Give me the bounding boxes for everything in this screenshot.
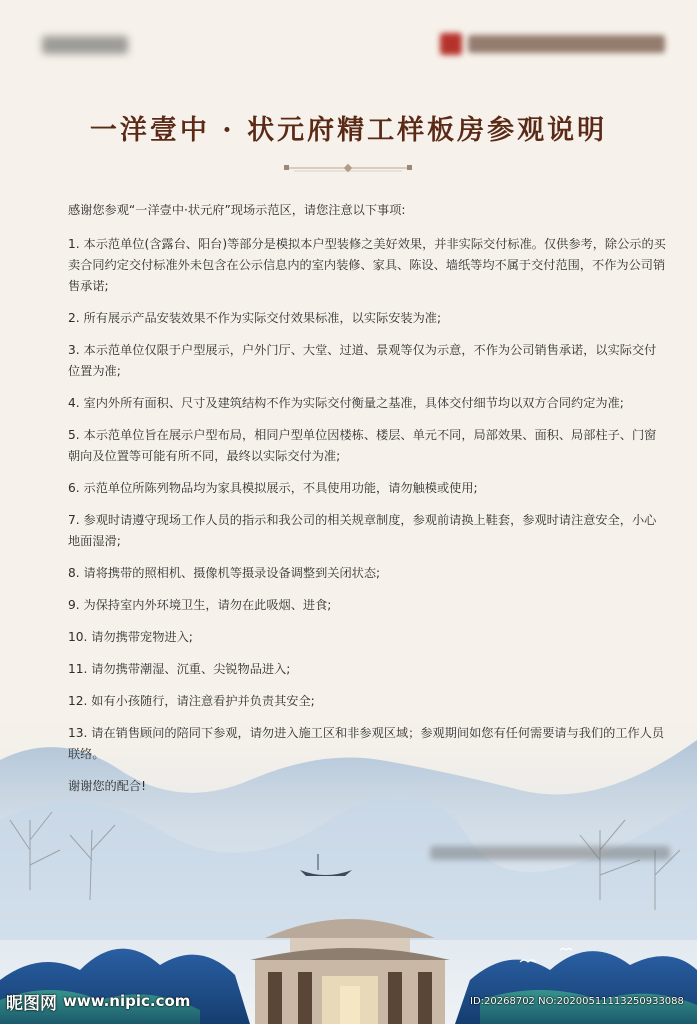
watermark-site-name: 昵图网	[6, 993, 57, 1014]
notice-item: 9. 为保持室内外环境卫生，请勿在此吸烟、进食;	[68, 598, 332, 612]
notice-item: 3. 本示范单位仅限于户型展示，户外门厅、大堂、过道、景观等仅为示意，不作为公司销售承诺，以实际交付位置为准;	[68, 343, 657, 378]
notice-item: 12. 如有小孩随行，请注意看护并负责其安全;	[68, 694, 315, 708]
notice-body	[68, 200, 668, 808]
closing-text: 谢谢您的配合!	[68, 779, 147, 793]
notice-item: 5. 本示范单位旨在展示户型布局，相同户型单位因楼栋、楼层、单元不同，局部效果、面积、局部柱子、门窗朝向及位置等可能有所不同，最终以实际交付为准;	[68, 428, 657, 463]
notice-item: 4. 室内外所有面积、尺寸及建筑结构不作为实际交付衡量之基准，具体交付细节均以双方合同约定为准;	[68, 396, 624, 410]
notice-item: 8. 请将携带的照相机、摄像机等摄录设备调整到关闭状态;	[68, 566, 381, 580]
seal-icon	[440, 33, 462, 55]
watermark-id: ID:20268702 NO:20200511113250933088	[470, 996, 684, 1007]
notice-item: 7. 参观时请遵守现场工作人员的指示和我公司的相关规章制度，参观前请换上鞋套，参观时请注意安全，小心地面湿滑;	[68, 513, 657, 548]
brand-logo-blurred-icon	[42, 36, 128, 54]
notice-item: 1. 本示范单位(含露台、阳台)等部分是模拟本户型装修之美好效果，并非实际交付标准。仅供参考，除公示的买卖合同约定交付标准外未包含在公示信息内的室内装修、家具、陈设、墙纸等均不属于交付范围，不作为公司销售承诺;	[68, 237, 666, 293]
blurred-developer-text	[430, 846, 670, 860]
logo-text-blurred	[468, 35, 665, 53]
notice-item: 6. 示范单位所陈列物品均为家具模拟展示，不具使用功能，请勿触模或使用;	[68, 481, 478, 495]
page-title: 一洋壹中 · 状元府精工样板房参观说明	[89, 115, 608, 146]
intro-text: 感谢您参观“一洋壹中·状元府”现场示范区，请您注意以下事项:	[68, 203, 406, 217]
notice-item: 10. 请勿携带宠物进入;	[68, 630, 193, 644]
notice-item: 13. 请在销售顾问的陪同下参观，请勿进入施工区和非参观区域；参观期间如您有任何需要请与我们的工作人员联络。	[68, 726, 665, 761]
watermark-url: www.nipic.com	[63, 992, 191, 1010]
watermark-logo	[6, 990, 190, 1012]
title-divider-ornament	[284, 162, 412, 174]
notice-item: 2. 所有展示产品安装效果不作为实际交付效果标准，以实际安装为准;	[68, 311, 442, 325]
notice-item: 11. 请勿携带潮湿、沉重、尖锐物品进入;	[68, 662, 291, 676]
project-logo-blurred-icon	[440, 30, 665, 58]
